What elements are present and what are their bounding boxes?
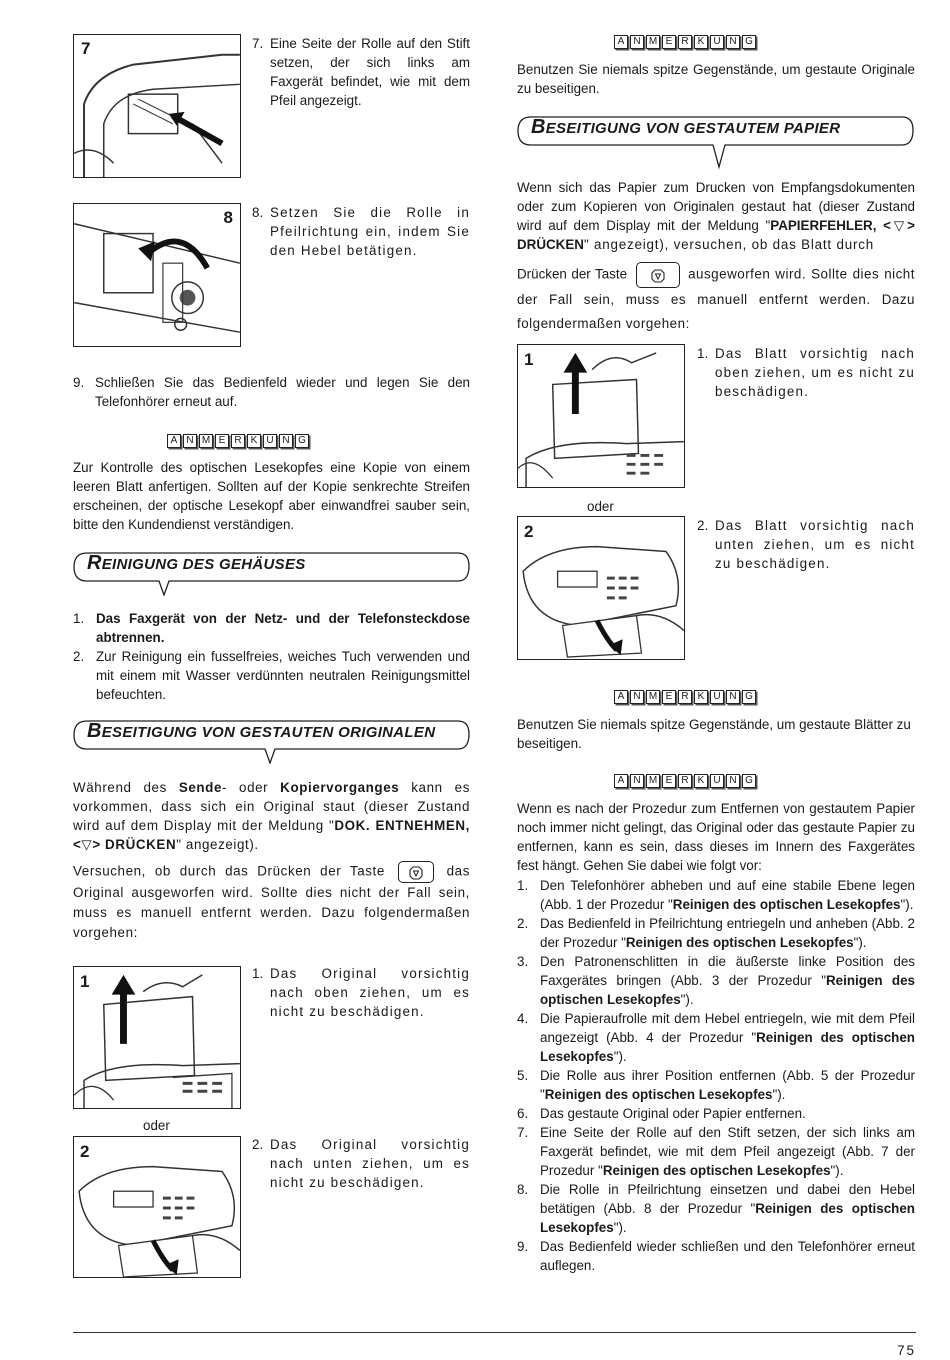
originale-intro (73, 778, 470, 854)
page-number: 75 (897, 1343, 916, 1358)
cleaning-steps (73, 609, 470, 704)
anmerkung-label (614, 35, 756, 49)
stop-key-icon (636, 262, 680, 288)
step-number: 9. (73, 375, 85, 390)
list-text: "). (830, 1163, 844, 1178)
figure-number: 2 (80, 1142, 90, 1161)
text-run: , <▽> DRÜCKEN (73, 818, 470, 852)
anmerkung-letter: N (279, 434, 293, 448)
step-text: Das Blatt vorsichtig nach unten ziehen, um es nicht zu beschädigen. (715, 518, 915, 571)
list-number: 8. (517, 1182, 529, 1197)
list-text: Das gestaute Original oder Papier entfernen. (540, 1106, 806, 1121)
original-step-2 (252, 1135, 470, 1192)
list-text: "). (772, 1087, 786, 1102)
originale-key-instruction (73, 861, 470, 943)
text-run: kann es vorkommen, dass sich ein Original staut (dieser Zustand wird auf dem Display mit der Meldung " (73, 780, 470, 833)
anmerkung-letter: G (295, 434, 309, 448)
text-run: PAPIERFEHLER (770, 218, 873, 233)
figure-number: 1 (524, 350, 534, 369)
step-7 (252, 34, 470, 110)
anmerkung-letter: M (646, 690, 660, 704)
figure-number: 1 (80, 972, 90, 991)
figure-original-up (73, 966, 241, 1109)
step-number: 8. (252, 205, 264, 220)
list-text: Reinigen des optischen Lesekopfes (625, 935, 854, 950)
figure-paper-down (517, 516, 685, 660)
list-number: 1. (73, 611, 85, 626)
anmerkung-letter: M (646, 35, 660, 49)
list-number: 4. (517, 1011, 529, 1026)
list-number: 2. (73, 649, 85, 664)
list-text: Reinigen des optischen Lesekopfes (544, 1087, 773, 1102)
papier-intro (517, 178, 915, 254)
figure-paper-down-drawing (518, 517, 684, 659)
list-item (517, 1180, 915, 1237)
papier-key-instruction (517, 262, 915, 336)
anmerkung-letter: A (614, 35, 628, 49)
list-number: 3. (517, 954, 529, 969)
heading-gestautes-papier (517, 116, 915, 170)
step-number: 1. (697, 346, 709, 361)
list-text: Die Rolle aus ihrer Position entfernen (Abb. 5 der Prozedur " (540, 1068, 915, 1102)
anmerkung-letter: N (726, 35, 740, 49)
anmerkung-letter: R (231, 434, 245, 448)
heading-gestaute-originale (73, 720, 471, 764)
anmerkung-letter: U (263, 434, 277, 448)
anmerkung-letter: E (662, 690, 676, 704)
anmerkung-letter: M (646, 774, 660, 788)
text-run: Wenn sich das Papier zum Drucken von Empfangsdokumenten oder zum Kopieren von Originalen gestaut hat (dieser Zustand wird auf dem Display mit der Meldung " (517, 180, 915, 233)
heading-reinigung-gehaeuse (73, 552, 471, 596)
figure-step-7-drawing (74, 35, 240, 177)
anmerkung-letter: K (247, 434, 261, 448)
note-sharp-objects-sheets: Benutzen Sie niemals spitze Gegenstände, um gestaute Blätter zu beseitigen. (517, 717, 911, 751)
list-text: "). (680, 992, 694, 1007)
original-step-1 (252, 964, 470, 1021)
step-number: 2. (697, 518, 709, 533)
figure-step-8-drawing (74, 204, 240, 346)
list-number: 6. (517, 1106, 529, 1121)
list-text: "). (900, 897, 914, 912)
anmerkung-letter: G (742, 774, 756, 788)
list-item (517, 1104, 915, 1123)
figure-number: 2 (524, 522, 534, 541)
list-item (517, 914, 915, 952)
figure-step-8 (73, 203, 241, 347)
step-text: Das Blatt vorsichtig nach oben ziehen, um es nicht zu beschädigen. (715, 346, 915, 399)
list-text: Reinigen des optischen Lesekopfes (540, 973, 916, 1007)
list-text: "). (853, 935, 867, 950)
oder-label: oder (143, 1118, 170, 1133)
list-number: 9. (517, 1239, 529, 1254)
anmerkung-label (614, 774, 756, 788)
figure-number: 7 (81, 39, 91, 58)
text-run: " angezeigt), versuchen, ob das Blatt durch (583, 237, 874, 252)
anmerkung-letter: U (710, 35, 724, 49)
anmerkung-letter: N (630, 774, 644, 788)
list-text: Die Papieraufrolle mit dem Hebel entriegeln, wie mit dem Pfeil angezeigt (Abb. 4 der Prozedur " (540, 1011, 915, 1045)
anmerkung-letter: K (694, 35, 708, 49)
list-number: 5. (517, 1068, 529, 1083)
list-text: Reinigen des optischen Lesekopfes (602, 1163, 831, 1178)
list-text: Zur Reinigung ein fusselfreies, weiches Tuch verwenden und mit einem mit Wasser verdünnten neutralen Reinigungsmittel befeuchten. (96, 649, 470, 702)
list-text: Reinigen des optischen Lesekopfes (672, 897, 901, 912)
anmerkung-letter: N (183, 434, 197, 448)
step-8 (252, 203, 470, 260)
heading-text: BESEITIGUNG VON GESTAUTEM PAPIER (531, 116, 841, 138)
list-text: Die Rolle in Pfeilrichtung einsetzen und dabei den Hebel betätigen (Abb. 8 der Prozedur " (540, 1182, 915, 1216)
figure-paper-up-drawing (518, 345, 684, 487)
text-run: - oder (222, 780, 281, 795)
list-item (517, 952, 915, 1009)
step-text: Setzen Sie die Rolle in Pfeilrichtung ein, indem Sie den Hebel betätigen. (270, 205, 470, 258)
anmerkung-letter: U (710, 690, 724, 704)
list-number: 2. (517, 916, 529, 931)
text-run: Versuchen, ob durch das Drücken der Taste (73, 863, 385, 879)
step-text: Das Original vorsichtig nach unten ziehen, um es nicht zu beschädigen. (270, 1137, 470, 1190)
anmerkung-letter: N (630, 35, 644, 49)
figure-original-up-drawing (74, 967, 240, 1108)
heading-text: BESEITIGUNG VON GESTAUTEN ORIGINALEN (87, 720, 436, 742)
anmerkung-letter: R (678, 35, 692, 49)
step-text: Schließen Sie das Bedienfeld wieder und legen Sie den Telefonhörer erneut auf. (95, 375, 470, 409)
figure-original-down (73, 1136, 241, 1278)
list-text: "). (613, 1220, 627, 1235)
step-text: Das Original vorsichtig nach oben ziehen, um es nicht zu beschädigen. (270, 966, 470, 1019)
anmerkung-letter: R (678, 774, 692, 788)
text-run: " angezeigt). (176, 837, 259, 852)
figure-number: 8 (223, 208, 233, 227)
stop-key-icon (398, 861, 434, 883)
anmerkung-letter: E (662, 774, 676, 788)
anmerkung-letter: N (726, 774, 740, 788)
anmerkung-letter: K (694, 690, 708, 704)
figure-step-7 (73, 34, 241, 178)
anmerkung-letter: K (694, 774, 708, 788)
list-text: Das Bedienfeld in Pfeilrichtung entriegeln und anheben (Abb. 2 der Prozedur " (540, 916, 915, 950)
list-number: 7. (517, 1125, 529, 1140)
step-number: 2. (252, 1137, 264, 1152)
stuck-removal-steps (517, 876, 915, 1275)
anmerkung-letter: E (215, 434, 229, 448)
list-item (517, 876, 915, 914)
text-run: ausgeworfen wird. Sollte dies nicht der Fall sein, muss es manuell entfernt werden. Dazu folgendermaßen vorgehen: (517, 266, 915, 331)
anmerkung-letter: A (167, 434, 181, 448)
anmerkung-letter: N (630, 690, 644, 704)
step-9 (73, 373, 470, 411)
list-text: "). (613, 1049, 627, 1064)
note-stuck-inside: Wenn es nach der Prozedur zum Entfernen von gestautem Papier noch immer nicht gelingt, das Original oder das gestaute Papier zu entfernen, kann es sein, dass dieses im Innern des Faxgerätes fest hängt. Gehen Sie dabei wie folgt vor: (517, 801, 915, 873)
note-sharp-objects-originals: Benutzen Sie niemals spitze Gegenstände, um gestaute Originale zu beseitigen. (517, 62, 915, 96)
text-run: Kopiervorganges (280, 780, 400, 795)
text-run: Drücken der Taste (517, 266, 628, 282)
anmerkung-letter: N (726, 690, 740, 704)
footer-divider (73, 1332, 916, 1333)
list-item (517, 1066, 915, 1104)
text-run: , <▽> DRÜCKEN (517, 218, 915, 252)
paper-step-2 (697, 516, 915, 573)
anmerkung-letter: U (710, 774, 724, 788)
heading-text: REINIGUNG DES GEHÄUSES (87, 552, 306, 574)
step-number: 1. (252, 966, 264, 981)
anmerkung-letter: A (614, 690, 628, 704)
paper-step-1 (697, 344, 915, 401)
text-run: DOK. ENTNEHMEN (334, 818, 466, 833)
anmerkung-letter: M (199, 434, 213, 448)
list-text: Das Faxgerät von der Netz- und der Telefonsteckdose abtrennen. (96, 611, 470, 645)
list-text: Eine Seite der Rolle auf den Stift setzen, der sich links am Faxgerät befindet, wie mit dem Pfeil angezeigt (Abb. 7 der Prozedur " (540, 1125, 915, 1178)
anmerkung-letter: G (742, 35, 756, 49)
text-run: Während des (73, 780, 179, 795)
oder-label: oder (587, 499, 614, 514)
anmerkung-letter: A (614, 774, 628, 788)
list-text: Den Patronenschlitten in die äußerste linke Position des Faxgerätes bringen (Abb. 3 der Prozedur " (540, 954, 915, 988)
list-item (517, 1009, 915, 1066)
list-text: Das Bedienfeld wieder schließen und den Telefonhörer erneut auflegen. (540, 1239, 915, 1273)
text-run: Sende (178, 780, 223, 795)
note-optical-head: Zur Kontrolle des optischen Lesekopfes eine Kopie von einem leeren Blatt anfertigen. Sollten auf der Kopie senkrechte Streifen erscheinen, der optische Lesekopf aber einwandfrei sauber sein, bitte den Kundendienst verständigen. (73, 460, 470, 532)
list-item (517, 1123, 915, 1180)
list-text: Reinigen des optischen Lesekopfes (540, 1201, 915, 1235)
anmerkung-letter: E (662, 35, 676, 49)
list-text: Den Telefonhörer abheben und auf eine stabile Ebene legen (Abb. 1 der Prozedur " (540, 878, 915, 912)
anmerkung-label (167, 434, 309, 448)
figure-paper-up (517, 344, 685, 488)
list-text: Reinigen des optischen Lesekopfes (540, 1030, 915, 1064)
anmerkung-label (614, 690, 756, 704)
anmerkung-letter: G (742, 690, 756, 704)
step-text: Eine Seite der Rolle auf den Stift setzen, der sich links am Faxgerät befindet, wie mit dem Pfeil angezeigt. (270, 36, 470, 108)
text-run: das Original ausgeworfen wird. Sollte dies nicht der Fall sein, muss es manuell entfernt werden. Dazu folgendermaßen vorgehen: (73, 863, 471, 940)
figure-original-down-drawing (74, 1137, 240, 1277)
step-number: 7. (252, 36, 264, 51)
list-item (517, 1237, 915, 1275)
list-number: 1. (517, 878, 529, 893)
anmerkung-letter: R (678, 690, 692, 704)
